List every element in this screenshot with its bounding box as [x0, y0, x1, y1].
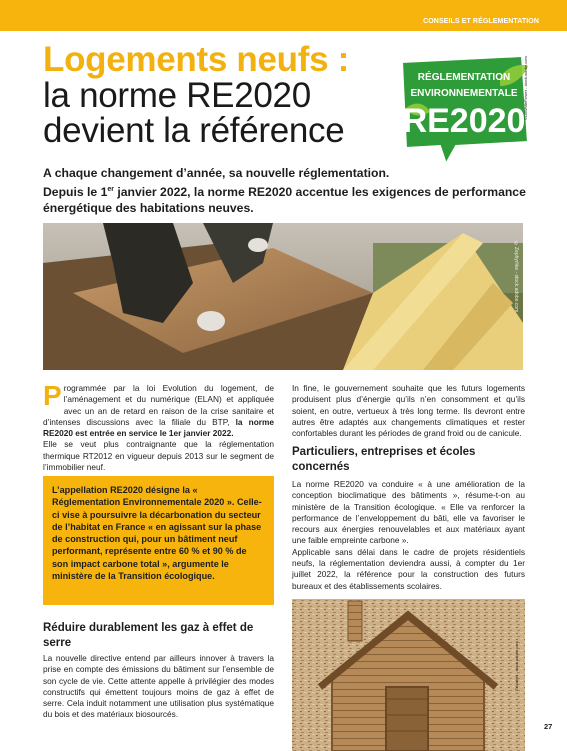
- article-intro: [43, 165, 533, 217]
- right-column-body: [292, 479, 525, 592]
- left-paragraph-1-bold: la norme RE2020 est entrée en service le 1er janvier 2022.: [43, 416, 274, 439]
- title-line-1: Logements neufs :: [43, 40, 350, 79]
- left-section-heading: Réduire durablement les gaz à effet de serre: [43, 622, 254, 649]
- re2020-badge-logo: [400, 56, 530, 168]
- right-section-heading: Particuliers, entreprises et écoles concernés: [292, 446, 476, 473]
- intro-line-2: [43, 182, 533, 217]
- insulation-install-photo: [43, 223, 523, 370]
- left-paragraph-3: La nouvelle directive entend par ailleurs innover à travers la prise en compte des émissions du bâtiment sur l’ensemble de son cycle de vie. Cette attente appelle à privilégier des modes constructifs qui émettent toujours moins de gaz à effet de serre. Cela induit notamment une utilisation plus systématique du bois et des matériaux biosourcés.: [43, 653, 274, 720]
- page-number: 27: [544, 722, 553, 731]
- wood-house-illustration: [292, 599, 525, 751]
- intro-line-2-start: Depuis le 1: [43, 184, 108, 199]
- wood-image-credit: ©Anatolii - stock.adobe.com: [514, 641, 519, 691]
- right-paragraph-1: In fine, le gouvernement souhaite que les futurs logements produisent plus d’énergie qu’ils n’en consomment et qu’ils soient, en outre, vertueux à très long terme. Ils devront entre autres être adaptés aux changements climatiques et rester confortables durant les périodes de grand froid ou de canicule.: [292, 383, 525, 439]
- article-title: [43, 42, 383, 148]
- intro-line-1: A chaque changement d’année, sa nouvelle réglementation.: [43, 166, 390, 180]
- title-line-3: devient la référence: [43, 111, 345, 150]
- intro-line-2-end: janvier 2022, la norme RE2020 accentue les exigences de performance énergétique des habitations neuves.: [43, 184, 526, 216]
- badge-re2020-text: RE2020: [402, 102, 526, 140]
- right-paragraph-2: La norme RE2020 va conduire « à une amélioration de la conception bioclimatique des bâtiments », résume-t-on au ministère de la Transition écologique. « Elle va renforcer la performance de l’enveloppement du bâti, elle va favoriser le recours aux énergies renouvelables et aux matériaux ayant une faible empreinte carbone ».: [292, 479, 525, 546]
- left-paragraph-1: [43, 380, 274, 439]
- title-line-2: la norme RE2020: [43, 76, 311, 115]
- left-paragraph-2: Elle se veut plus contraignante que la réglementation thermique RT2012 en vigueur depuis 2013 sur le segment de l’immobilier neuf.: [43, 439, 274, 473]
- section-rubric: CONSEILS ET RÉGLEMENTATION: [423, 18, 539, 25]
- badge-line-2: ENVIRONNEMENTALE: [410, 88, 518, 99]
- photo-credit: ©Zephyrlike - stock.adobe.com: [513, 241, 519, 313]
- highlight-box: L’appellation RE2020 désigne la « Réglementation Environnementale 2020 ». Celle-ci vise à poursuivre la décarbonation du secteur de l’habitat en France « en agissant sur la phase de construction qui, pour un bâtiment neuf performant, représente entre 60 % et 90 % de son impact carbone total », argumente le ministère de la Transition écologique.: [43, 476, 274, 605]
- right-paragraph-3: Applicable sans délai dans le cadre de projets résidentiels neufs, la réglementation deviendra aussi, à compter du 1er juillet 2022, la référence pour la construction des futurs bureaux et des établissements scolaires.: [292, 546, 525, 591]
- left-column-intro: [43, 380, 274, 473]
- left-paragraph-1-text: rogrammée par la loi Evolution du logement, de l’aménagement et du numérique (ELAN) et appliquée avec un an de retard en raison de la crise sanitaire et d’intenses discussions avec la filiale du BTP,: [43, 383, 274, 427]
- wooden-house-image: [292, 599, 525, 751]
- badge-credit: ©LiliWhiteFlower - stock.adobe.com: [523, 56, 528, 120]
- drop-cap: P: [43, 380, 62, 411]
- badge-line-1: RÉGLEMENTATION: [417, 72, 511, 83]
- intro-superscript: er: [107, 185, 114, 193]
- photo-illustration: [43, 223, 523, 370]
- top-banner: [0, 0, 567, 31]
